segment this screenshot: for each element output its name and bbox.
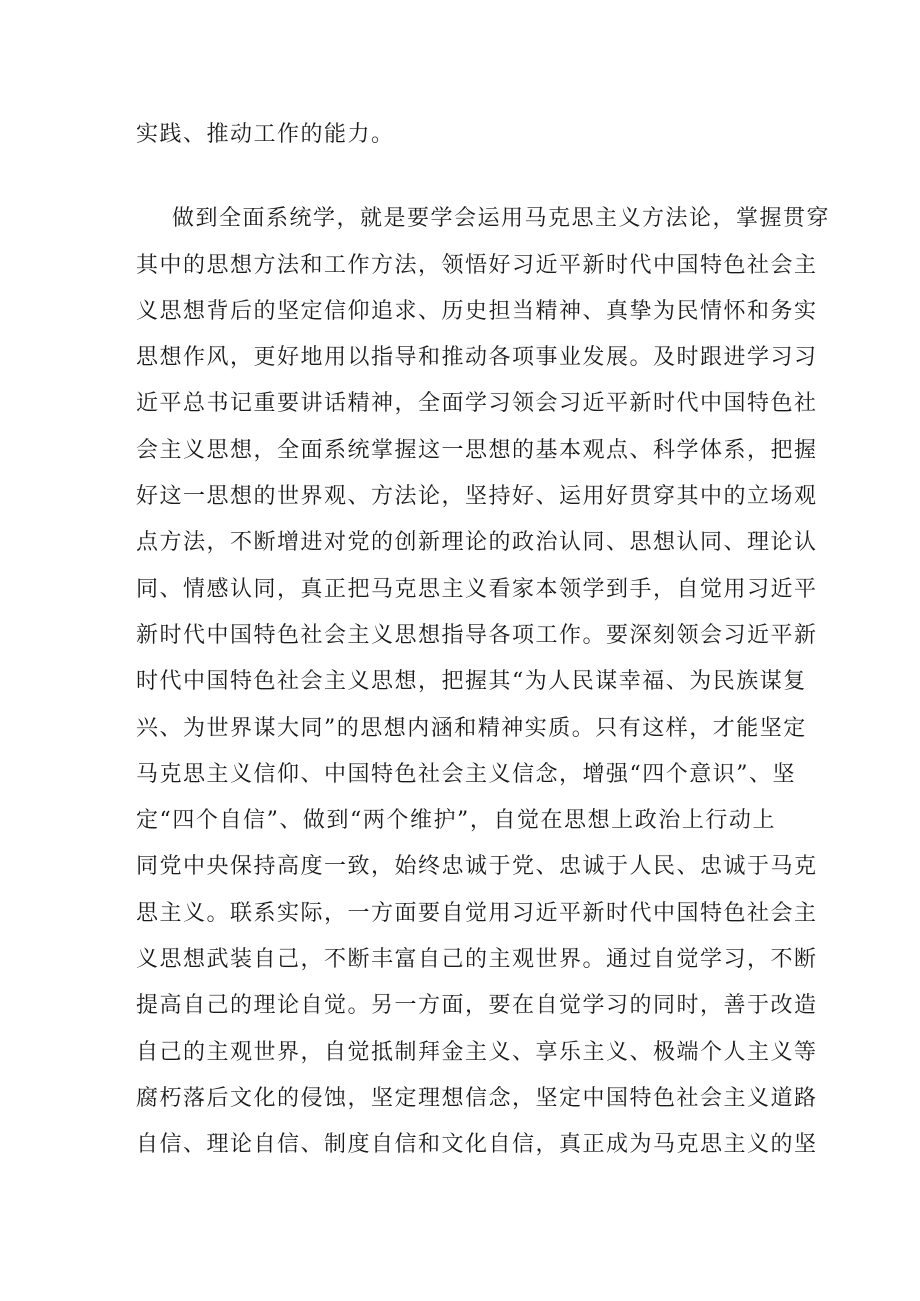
paragraph-line: 定“四个自信”、做到“两个维护”，自觉在思想上政治上行动上	[136, 808, 776, 834]
paragraph-line: 近平总书记重要讲话精神，全面学习领会习近平新时代中国特色社	[136, 391, 818, 417]
paragraph-line: 腐朽落后文化的侵蚀，坚定理想信念，坚定中国特色社会主义道路	[136, 1085, 818, 1111]
paragraph-gap	[136, 158, 776, 196]
paragraph-line: 兴、为世界谋大同”的思想内涵和精神实质。只有这样，才能坚定	[136, 715, 807, 741]
paragraph-line: 自信、理论自信、制度自信和文化自信，真正成为马克思主义的坚	[136, 1132, 818, 1158]
paragraph-line: 好这一思想的世界观、方法论，坚持好、运用好贯穿其中的立场观	[136, 484, 818, 510]
paragraph-line: 其中的思想方法和工作方法，领悟好习近平新时代中国特色社会主	[136, 252, 818, 278]
paragraph-line: 自己的主观世界，自觉抵制拜金主义、享乐主义、极端个人主义等	[136, 1039, 818, 1065]
paragraph-line: 义思想武装自己，不断丰富自己的主观世界。通过自觉学习，不断	[136, 947, 818, 973]
paragraph-line: 义思想背后的坚定信仰追求、历史担当精神、真挚为民情怀和务实	[136, 298, 818, 324]
document-body	[136, 112, 831, 1169]
paragraph-line: 马克思主义信仰、中国特色社会主义信念，增强“四个意识”、坚	[136, 761, 796, 787]
paragraph-line: 思想作风，更好地用以指导和推动各项事业发展。及时跟进学习习	[136, 345, 818, 371]
paragraph-line: 做到全面系统学，就是要学会运用马克思主义方法论，掌握贯穿	[172, 206, 831, 232]
paragraph-line: 同、情感认同，真正把马克思主义看家本领学到手，自觉用习近平	[136, 576, 818, 602]
paragraph-line: 实践、推动工作的能力。	[136, 122, 395, 147]
paragraph-line: 新时代中国特色社会主义思想指导各项工作。要深刻领会习近平新	[136, 622, 818, 648]
paragraph-line: 时代中国特色社会主义思想，把握其“为人民谋幸福、为民族谋复	[136, 669, 807, 695]
paragraph-line: 点方法，不断增进对党的创新理论的政治认同、思想认同、理论认	[136, 530, 818, 556]
paragraph-line: 同党中央保持高度一致，始终忠诚于党、忠诚于人民、忠诚于马克	[136, 854, 818, 880]
paragraph-line: 会主义思想，全面系统掌握这一思想的基本观点、科学体系，把握	[136, 437, 818, 463]
paragraph-line: 思主义。联系实际，一方面要自觉用习近平新时代中国特色社会主	[136, 900, 818, 926]
paragraph-line: 提高自己的理论自觉。另一方面，要在自觉学习的同时，善于改造	[136, 993, 818, 1019]
